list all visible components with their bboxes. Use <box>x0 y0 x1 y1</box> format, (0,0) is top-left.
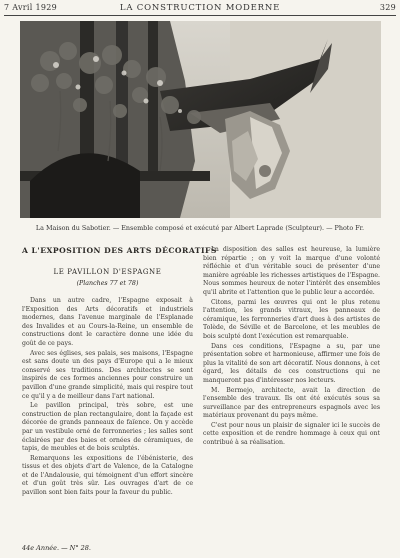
paragraph: Dans un autre cadre, l'Espagne exposait à l'Exposition des Arts décoratifs et industriels modernes, dans l'avenue marginale de l'Esplanade des Invalides et au Cours-la-Reine, un ensemble de constructions dont le caractère donne une idée du goût de ce pays. <box>22 297 193 347</box>
issue-footer: 44e Année. — N° 28. <box>22 544 91 552</box>
header-rule <box>4 15 396 16</box>
figure-photo <box>20 21 381 218</box>
running-head-date: 7 Avril 1929 <box>4 3 58 12</box>
paragraph: Remarquons les expositions de l'ébénisterie, des tissus et des objets d'art de Valence, de la Catalogne et de l'Andalousie, qui témoignent d'un effort sincère et d'un goût très sûr. Les ouvrages d'art de ce pavillon sont bien faits pour la faveur du public. <box>22 454 193 497</box>
paragraph: Avec ses églises, ses palais, ses maisons, l'Espagne est sans doute un des pays d'Europe qui a le mieux conservé ses traditions. Des architectes se sont inspirés de ces formes anciennes pour construire un pavillon d'une grande simplicité, mais qui respire tout ce qu'il y a de meilleur dans l'art national. <box>22 349 193 400</box>
page-number: 329 <box>379 3 396 12</box>
article-subtitle: LE PAVILLON D'ESPAGNE <box>53 268 162 276</box>
left-column-text <box>22 297 193 498</box>
article-title: A L'EXPOSITION DES ARTS DÉCORATIFS <box>22 246 217 255</box>
running-head-journal-title: LA CONSTRUCTION MODERNE <box>119 3 281 13</box>
left-column <box>22 246 217 499</box>
paragraph: Citons, parmi les œuvres qui ont le plus retenu l'attention, les grands vitraux, les panneaux de céramique, les ferronneries d'art dues à des artistes de Tolède, de Séville et de Barcelone, et les meubles de bois sculpté dont l'exécution est remarquable. <box>203 298 380 340</box>
article-plates-note: (Planches 77 et 78) <box>76 280 139 287</box>
paragraph: Le pavillon principal, très sobre, est une construction de plan rectangulaire, dont la façade est décorée de grands panneaux de faïence. On y accède par un vestibule orné de ferronneries ; les salles sont éclairées par des baies et ornées de céramiques, de tapis, de meubles et de bois sculptés. <box>22 402 193 453</box>
running-head <box>4 3 396 15</box>
paragraph: Dans ces conditions, l'Espagne a su, par une présentation sobre et harmonieuse, affirmer une fois de plus la vitalité de son art décoratif. Nous donnons, à cet égard, les détails de ces constructions qui ne manqueront pas d'intéresser nos lecteurs. <box>203 342 380 384</box>
paragraph: M. Bermejo, architecte, avait la direction de l'ensemble des travaux. Ils ont été exécutés sous sa surveillance par des entrepreneurs espagnols avec les matériaux provenant du pays même. <box>203 386 380 420</box>
paragraph: C'est pour nous un plaisir de signaler ici le succès de cette exposition et de rendre hommage à ceux qui ont contribué à sa réalisation. <box>203 421 380 447</box>
paragraph: La disposition des salles est heureuse, la lumière bien répartie ; on y voit la marque d'une volonté réfléchie et d'un véritable souci de présenter d'une manière agréable les richesses artistiques de l'Espagne. Nous sommes heureux de noter l'intérêt des ensembles qu'il abrite et l'attention que le public leur a accordée. <box>203 246 380 296</box>
photo-illustration <box>20 21 381 218</box>
right-column-text <box>203 246 380 448</box>
figure-caption: La Maison du Sabotier. — Ensemble composé et exécuté par Albert Laprade (Sculpteur). — Photo Fr. <box>35 224 365 232</box>
right-column <box>203 246 380 449</box>
